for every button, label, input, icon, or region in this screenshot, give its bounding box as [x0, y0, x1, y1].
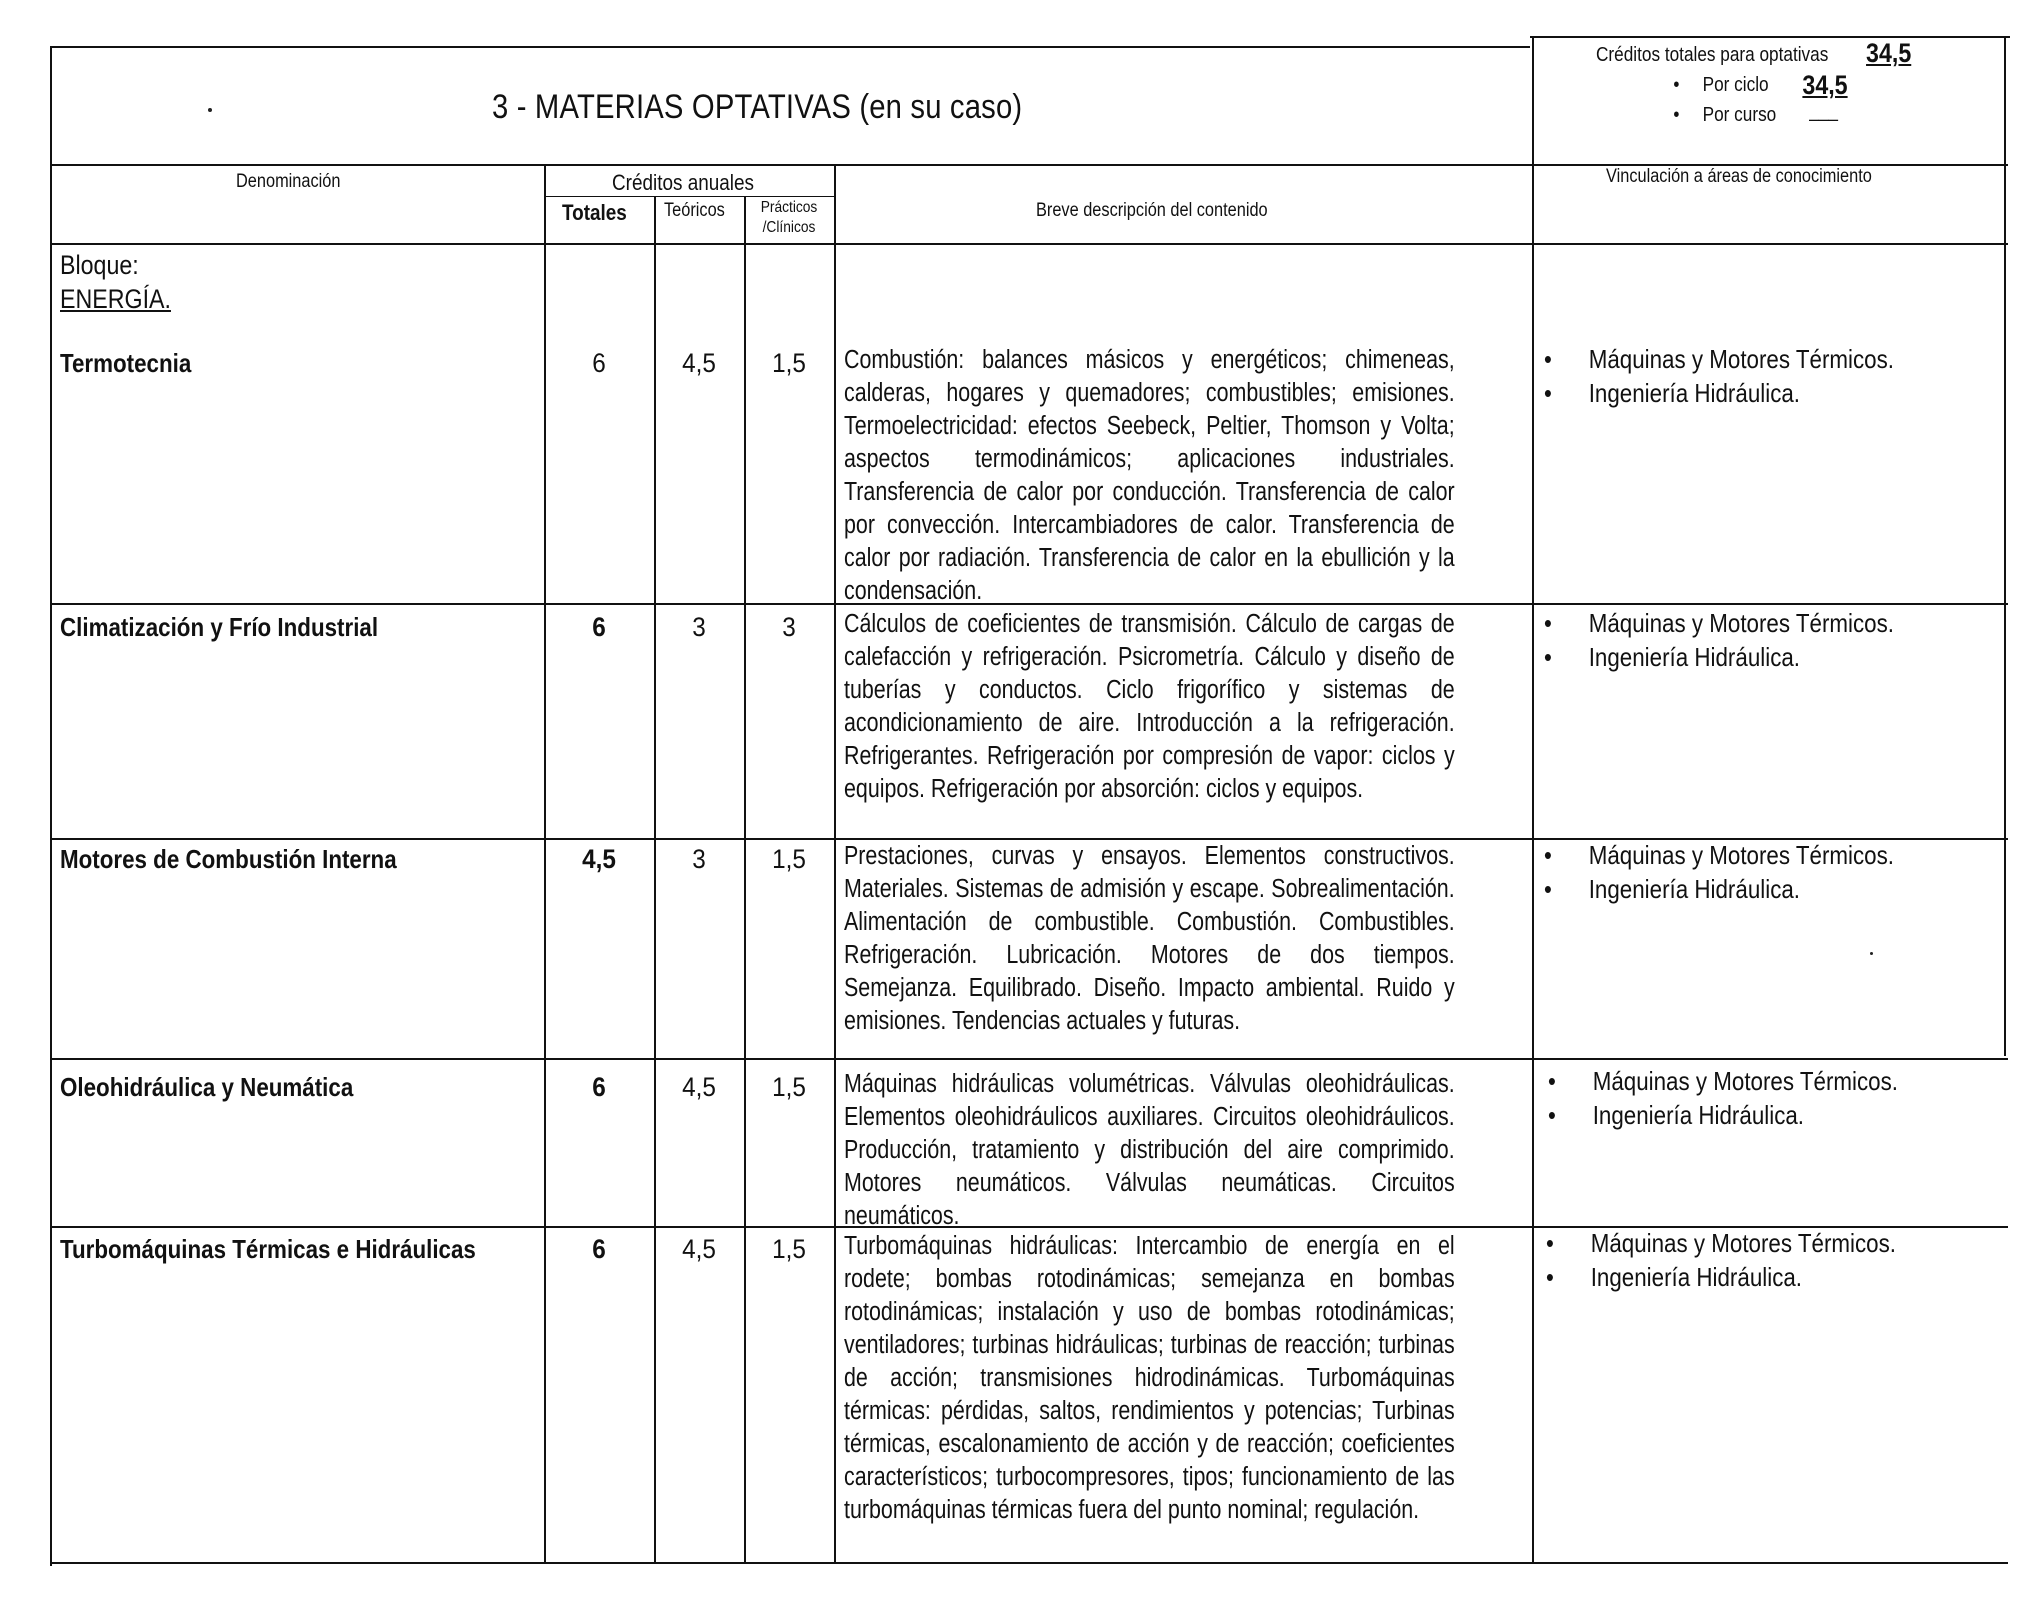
row-areas [1544, 606, 1894, 674]
table-border-left [50, 46, 52, 1566]
por-ciclo-value: 34,5 [1802, 70, 1848, 100]
row-practicos: 1,5 [772, 1234, 806, 1264]
bullet: • [1673, 74, 1680, 96]
creditos-box [1596, 38, 1992, 134]
area-item: • Ingeniería Hidráulica. [1544, 640, 1894, 674]
scan-speck [208, 108, 212, 112]
row-areas [1548, 1064, 1898, 1132]
col-header-totales: Totales [562, 200, 627, 225]
row-name: Turbomáquinas Térmicas e Hidráulicas [60, 1234, 476, 1264]
row-practicos: 1,5 [772, 348, 806, 378]
col-line-2 [654, 196, 656, 1564]
row-teoricos: 4,5 [682, 348, 716, 378]
row-areas [1544, 838, 1894, 906]
row-descripcion: Combustión: balances másicos y energéticos; chimeneas, calderas, hogares y quemadores; combustibles; emisiones. Termoelectricidad: efectos Seebeck, Peltier, Thomson y Volta; aspectos termodinámicos; aplicaciones industriales. Transferencia de calor por conducción. Transferencia de calor por convección. Intercambiadores de calor. Transferencia de calor por radiación. Transferencia de calor en la ebullición y la condensación. [844, 346, 1455, 605]
col-header-descripcion: Breve descripción del contenido [1036, 200, 1268, 221]
area-item: • Ingeniería Hidráulica. [1548, 1098, 1898, 1132]
col-header-teoricos: Teóricos [664, 200, 725, 221]
area-item: • Ingeniería Hidráulica. [1544, 376, 1894, 410]
header-bottom [50, 243, 2008, 245]
area-item: • Máquinas y Motores Térmicos. [1548, 1064, 1898, 1098]
row-practicos: 1,5 [772, 1072, 806, 1102]
row-sep-3 [50, 1058, 2008, 1060]
col-header-denominacion: Denominación [236, 171, 341, 192]
col-header-creditos-anuales: Créditos anuales [612, 170, 754, 195]
row-totales: 6 [592, 1072, 606, 1102]
row-name: Oleohidráulica y Neumática [60, 1072, 354, 1102]
row-areas [1546, 1226, 1896, 1294]
area-item: • Máquinas y Motores Térmicos. [1546, 1226, 1896, 1260]
creditos-subheader-line [546, 196, 835, 197]
row-descripcion: Máquinas hidráulicas volumétricas. Válvulas oleohidráulicas. Elementos oleohidráulicos auxiliares. Circuitos oleohidráulicos. Producción, tratamiento y distribución del aire comprimido. Motores neumáticos. Válvulas neumáticas. Circuitos neumáticos. [844, 1070, 1455, 1230]
por-curso-value: ___ [1809, 100, 1838, 122]
row-name: Climatización y Frío Industrial [60, 612, 379, 642]
col-header-practicos: Prácticos /Clínicos [760, 199, 818, 236]
row-totales: 6 [592, 348, 606, 378]
area-item: • Ingeniería Hidráulica. [1544, 872, 1894, 906]
row-practicos: 3 [782, 612, 796, 642]
table-border-top-right [1530, 36, 2010, 38]
area-item: • Máquinas y Motores Térmicos. [1544, 342, 1894, 376]
area-item: • Ingeniería Hidráulica. [1546, 1260, 1896, 1294]
row-teoricos: 4,5 [682, 1072, 716, 1102]
area-item: • Máquinas y Motores Térmicos. [1544, 838, 1894, 872]
row-name: Termotecnia [60, 348, 192, 378]
row-areas [1544, 342, 1894, 410]
table-border-right [2004, 36, 2006, 1056]
scan-speck [1870, 952, 1873, 955]
creditos-totales-label: Créditos totales para optativas [1596, 44, 1829, 66]
col-header-vinculacion: Vinculación a áreas de conocimiento [1606, 166, 1872, 187]
creditos-totales-value: 34,5 [1866, 38, 1912, 68]
col-line-1 [544, 164, 546, 1564]
bloque-name: ENERGÍA. [60, 284, 171, 314]
row-descripcion: Prestaciones, curvas y ensayos. Elementos constructivos. Materiales. Sistemas de admisión y escape. Sobrealimentación. Alimentación de combustible. Combustión. Combustibles. Refrigeración. Lubricación. Motores de dos tiempos. Semejanza. Equilibrado. Diseño. Impacto ambiental. Ruido y emisiones. Tendencias actuales y futuras. [844, 842, 1455, 1035]
col-line-4 [834, 164, 836, 1564]
table-border-bottom [50, 1562, 2008, 1564]
bloque-label: Bloque: [60, 250, 139, 280]
row-teoricos: 4,5 [682, 1234, 716, 1264]
page-title: 3 - MATERIAS OPTATIVAS (en su caso) [492, 88, 1023, 126]
row-totales: 6 [592, 1234, 606, 1264]
col-line-3 [744, 196, 746, 1564]
col-line-5 [1532, 36, 1534, 1564]
por-curso-label: Por curso [1702, 104, 1777, 126]
bullet: • [1673, 104, 1680, 126]
row-totales: 4,5 [582, 844, 616, 874]
area-item: • Máquinas y Motores Térmicos. [1544, 606, 1894, 640]
row-teoricos: 3 [692, 844, 706, 874]
row-teoricos: 3 [692, 612, 706, 642]
row-descripcion: Turbomáquinas hidráulicas: Intercambio de energía en el rodete; bombas rotodinámicas; semejanza en bombas rotodinámicas; instalación y uso de bombas rotodinámicas; ventiladores; turbinas hidráulicas; turbinas de reacción; turbinas de acción; transmisiones hidrodinámicas. Turbomáquinas térmicas: pérdidas, saltos, rendimientos y potencias; Turbinas térmicas, escalonamiento de acción y de reacción; coeficientes característicos; turbocompresores, tipos; funcionamiento de las turbomáquinas térmicas fuera del punto nominal; regulación. [844, 1232, 1455, 1524]
row-descripcion: Cálculos de coeficientes de transmisión. Cálculo de cargas de calefacción y refrigeración. Psicrometría. Cálculo y diseño de tuberías y conductos. Ciclo frigorífico y sistemas de acondicionamiento de aire. Introducción a la refrigeración. Refrigerantes. Refrigeración por compresión de vapor: ciclos y equipos. Refrigeración por absorción: ciclos y equipos. [844, 610, 1455, 803]
por-ciclo-label: Por ciclo [1702, 74, 1769, 96]
row-practicos: 1,5 [772, 844, 806, 874]
row-totales: 6 [592, 612, 606, 642]
row-name: Motores de Combustión Interna [60, 844, 397, 874]
table-border-top [50, 46, 1530, 48]
